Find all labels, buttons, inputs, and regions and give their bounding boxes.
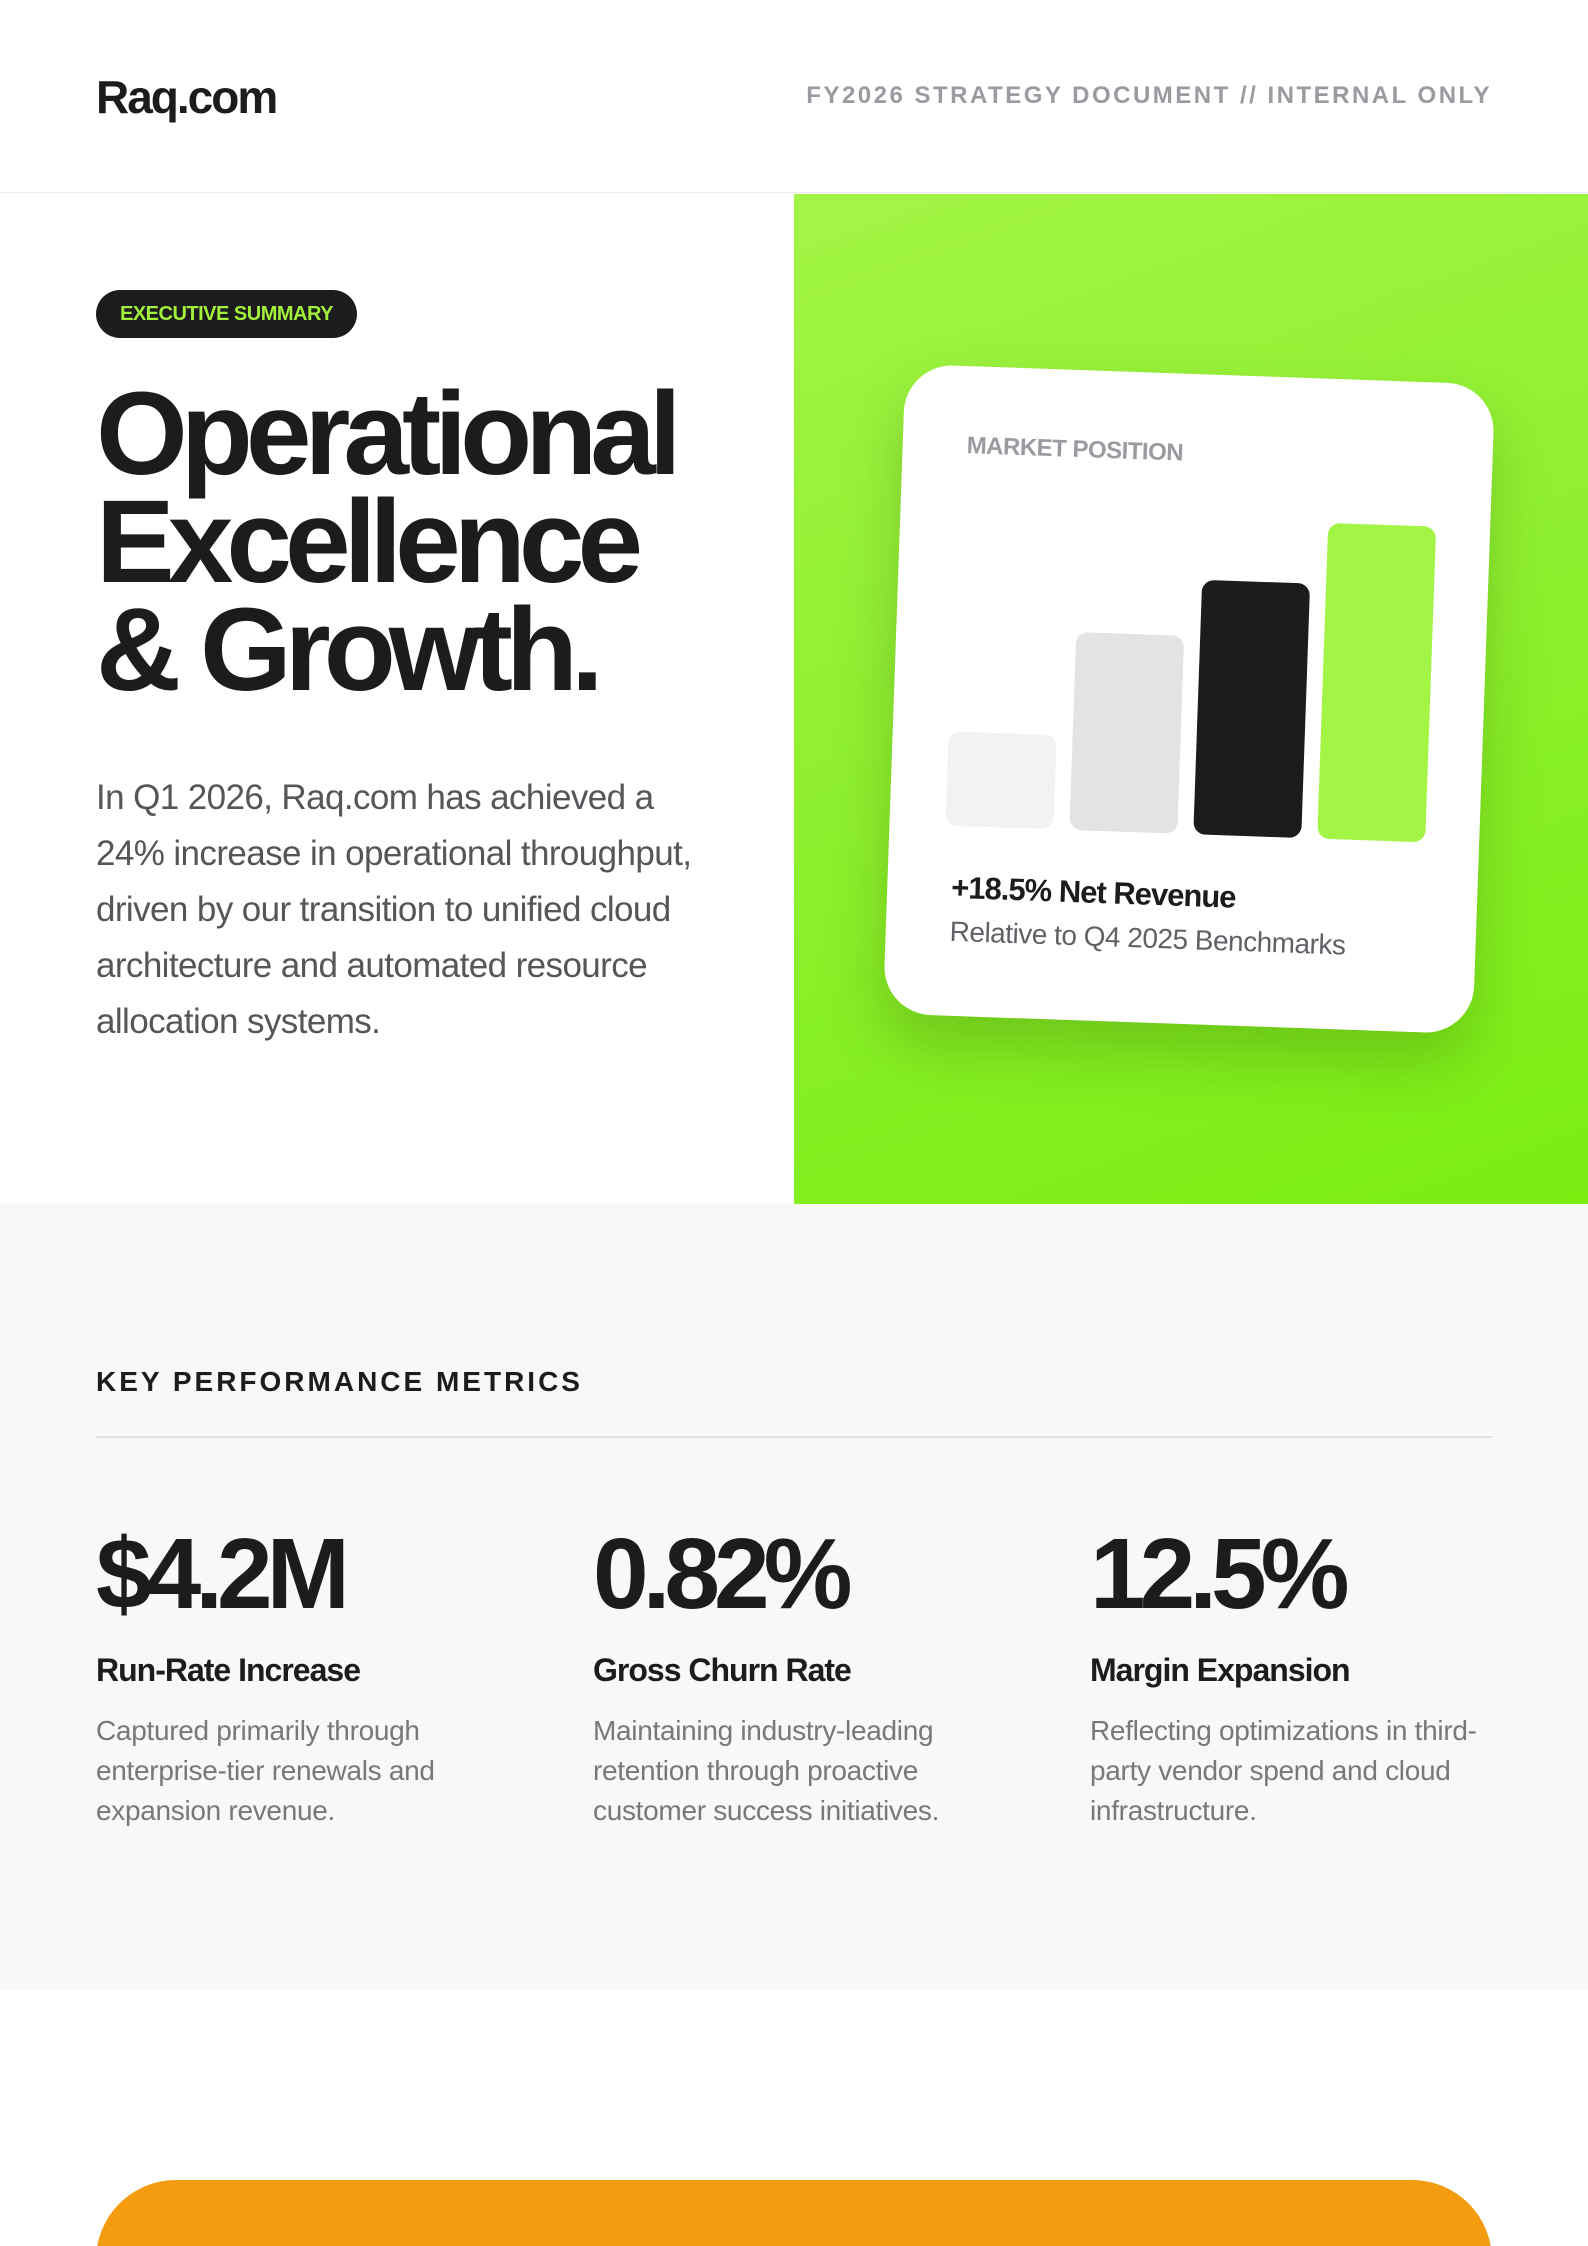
summary-paragraph: In Q1 2026, Raq.com has achieved a 24% increase in operational throughput, driven by our transition to unified cloud architecture and automated resource allocation systems. [96, 778, 692, 1041]
kpi-value: 12.5% [1090, 1518, 1344, 1630]
net-revenue-value: +18.5% Net Revenue [950, 869, 1237, 915]
cta-banner[interactable] [96, 2180, 1492, 2246]
kpi-description: Maintaining industry-leading retention through proactive customer success initiatives. [593, 1715, 940, 1826]
kpi-label: Run-Rate Increase [96, 1652, 360, 1688]
chart-bar [1069, 632, 1184, 834]
page-header [0, 0, 1588, 193]
kpi-label: Gross Churn Rate [593, 1652, 851, 1688]
kpi-card-run-rate [96, 1518, 536, 1831]
kpi-value: $4.2M [96, 1518, 344, 1630]
kpi-value: 0.82% [593, 1518, 847, 1630]
kpi-heading: KEY PERFORMANCE METRICS [96, 1366, 583, 1397]
card-label: MARKET POSITION [966, 432, 1184, 467]
page-title-line: Excellence [96, 476, 637, 608]
hero-summary [0, 194, 794, 1204]
kpi-description: Captured primarily through enterprise-tier renewals and expansion revenue. [96, 1715, 435, 1826]
brand-logo[interactable]: Raq.com [96, 71, 277, 123]
chart-bar [1193, 580, 1310, 838]
chart-bar [1317, 523, 1436, 842]
document-tag: FY2026 STRATEGY DOCUMENT // INTERNAL ONLY [806, 82, 1492, 109]
kpi-section [0, 1204, 1588, 1990]
kpi-card-churn [593, 1518, 1033, 1831]
chart-bar [945, 731, 1056, 829]
divider [96, 1436, 1492, 1438]
market-position-chart [939, 496, 1441, 853]
page-title-line: Operational [96, 368, 675, 500]
kpi-label: Margin Expansion [1090, 1652, 1350, 1688]
market-position-card [883, 364, 1495, 1034]
page-title-line: & Growth. [96, 584, 597, 716]
section-badge: EXECUTIVE SUMMARY [96, 290, 357, 338]
kpi-description: Reflecting optimizations in third-party vendor spend and cloud infrastructure. [1090, 1715, 1477, 1826]
page-title [96, 368, 756, 716]
kpi-card-margin [1090, 1518, 1530, 1831]
hero-visual [794, 194, 1588, 1204]
benchmark-caption: Relative to Q4 2025 Benchmarks [949, 915, 1346, 961]
